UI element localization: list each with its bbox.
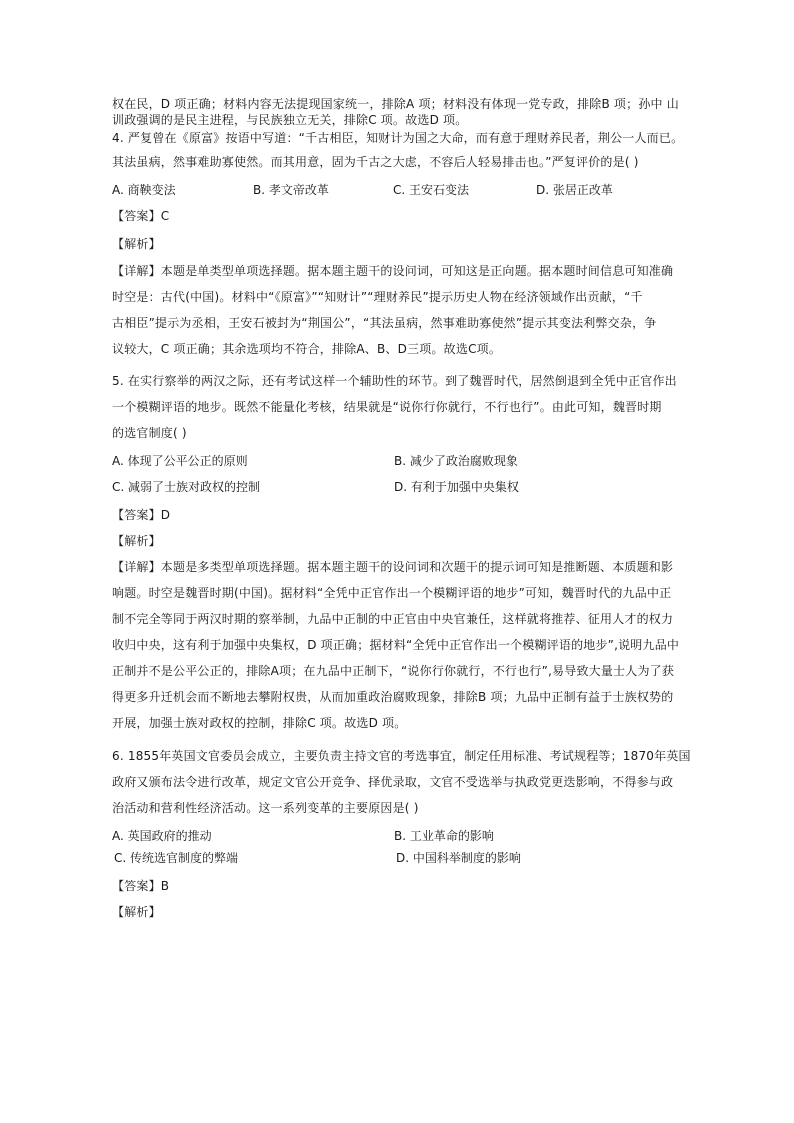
q6-option-b: B. 工业革命的影响 xyxy=(394,829,494,843)
q4-option-a: A. 商鞅变法 xyxy=(112,183,176,197)
q5-detail-line-2: 响题。时空是魏晋时期(中国)。据材料“全凭中正官作出一个模糊评语的地步”可知，魏晋时代的九品中正 xyxy=(112,586,672,600)
q5-option-a: A. 体现了公平公正的原则 xyxy=(112,454,248,468)
q5-detail-line-7: 开展，加强士族对政权的控制，排除C 项。故选D 项。 xyxy=(112,716,407,730)
q5-stem-line-2: 一个模糊评语的地步。既然不能量化考核，结果就是“说你行你就行，不行也行”。由此可知，魏晋时期 xyxy=(112,400,662,414)
q4-stem-line-2: 其法虽病，然事难助寡使然。而其用意，固为千古之大虑，不容后人轻易排击也。”严复评价的是( ) xyxy=(112,155,639,169)
q5-detail-line-3: 制不完全等同于两汉时期的察举制，九品中正制的中正官由中央官兼任，这样就将推荐、征用人才的权力 xyxy=(112,612,674,626)
q6-option-c: C. 传统选官制度的弊端 xyxy=(114,851,239,865)
q5-detail-line-6: 得更多升迁机会而不断地去攀附权贵，从而加重政治腐败现象，排除B 项；九品中正制有益于士族权势的 xyxy=(112,690,674,704)
q6-answer: 【答案】B xyxy=(112,879,170,893)
q3-tail-line-1: 权在民，D 项正确；材料内容无法提现国家统一，排除A 项；材料没有体现一党专政，排除B 项；孙中 山 xyxy=(112,97,679,111)
q4-answer: 【答案】C xyxy=(112,209,170,223)
q4-option-c: C. 王安石变法 xyxy=(393,183,470,197)
q5-detail-line-1: 【详解】本题是多类型单项选择题。据本题主题干的设问词和次题干的提示词可知是推断题、本质题和影 xyxy=(112,560,674,574)
q4-detail-line-1: 【详解】本题是单类型单项选择题。据本题主题干的设问词，可知这是正向题。据本题时间信息可知准确 xyxy=(112,264,674,278)
q5-analysis-label: 【解析】 xyxy=(112,534,161,548)
q5-stem-line-1: 5. 在实行察举的两汉之际，还有考试这样一个辅助性的环节。到了魏晋时代，居然倒退到全凭中正官作出 xyxy=(112,374,677,388)
q6-option-a: A. 英国政府的推动 xyxy=(112,829,212,843)
q4-detail-line-2: 时空是：古代(中国)。材料中“《原富》”“知财计”“理财养民”提示历史人物在经济领域作出贡献，“千 xyxy=(112,290,643,304)
q4-analysis-label: 【解析】 xyxy=(112,237,161,251)
q4-detail-line-3: 古相臣”提示为丞相，王安石被封为“荆国公”，“其法虽病，然事难助寡使然”提示其变法利弊交杂，争 xyxy=(112,316,657,330)
q5-answer: 【答案】D xyxy=(112,508,171,522)
q5-option-d: D. 有利于加强中央集权 xyxy=(394,480,519,494)
q4-stem-line-1: 4. 严复曾在《原富》按语中写道：“千古相臣，知财计为国之大命，而有意于理财养民者，荆公一人而已。 xyxy=(112,131,684,145)
q6-analysis-label: 【解析】 xyxy=(112,905,161,919)
q6-stem-line-2: 政府又颁布法令进行改革，规定文官公开竞争、择优录取，文官不受选举与执政党更迭影响，不得参与政 xyxy=(112,775,674,789)
q6-stem-line-1: 6. 1855年英国文官委员会成立，主要负责主持文官的考选事宜，制定任用标准、考试规程等；1870年英国 xyxy=(112,749,691,763)
q5-stem-line-3: 的选官制度( ) xyxy=(112,426,187,440)
q6-stem-line-3: 治活动和营利性经济活动。这一系列变革的主要原因是( ) xyxy=(112,801,419,815)
q5-detail-line-4: 收归中央，这有利于加强中央集权，D 项正确；据材料“全凭中正官作出一个模糊评语的地步”,说明九品中 xyxy=(112,638,680,652)
q5-option-c: C. 减弱了士族对政权的控制 xyxy=(112,480,261,494)
q6-option-d: D. 中国科举制度的影响 xyxy=(396,851,521,865)
q4-option-b: B. 孝文帝改革 xyxy=(253,183,329,197)
q4-detail-line-4: 议较大，C 项正确；其余选项均不符合，排除A、B、D三项。故选C项。 xyxy=(112,342,502,356)
q3-tail-line-2: 训政强调的是民主进程，与民族独立无关，排除C 项。故选D 项。 xyxy=(112,113,468,127)
q5-option-b: B. 减少了政治腐败现象 xyxy=(394,454,518,468)
q5-detail-line-5: 正制并不是公平公正的，排除A项；在九品中正制下，“说你行你就行，不行也行”,易导致大量士人为了获 xyxy=(112,664,675,678)
q4-option-d: D. 张居正改革 xyxy=(536,183,613,197)
